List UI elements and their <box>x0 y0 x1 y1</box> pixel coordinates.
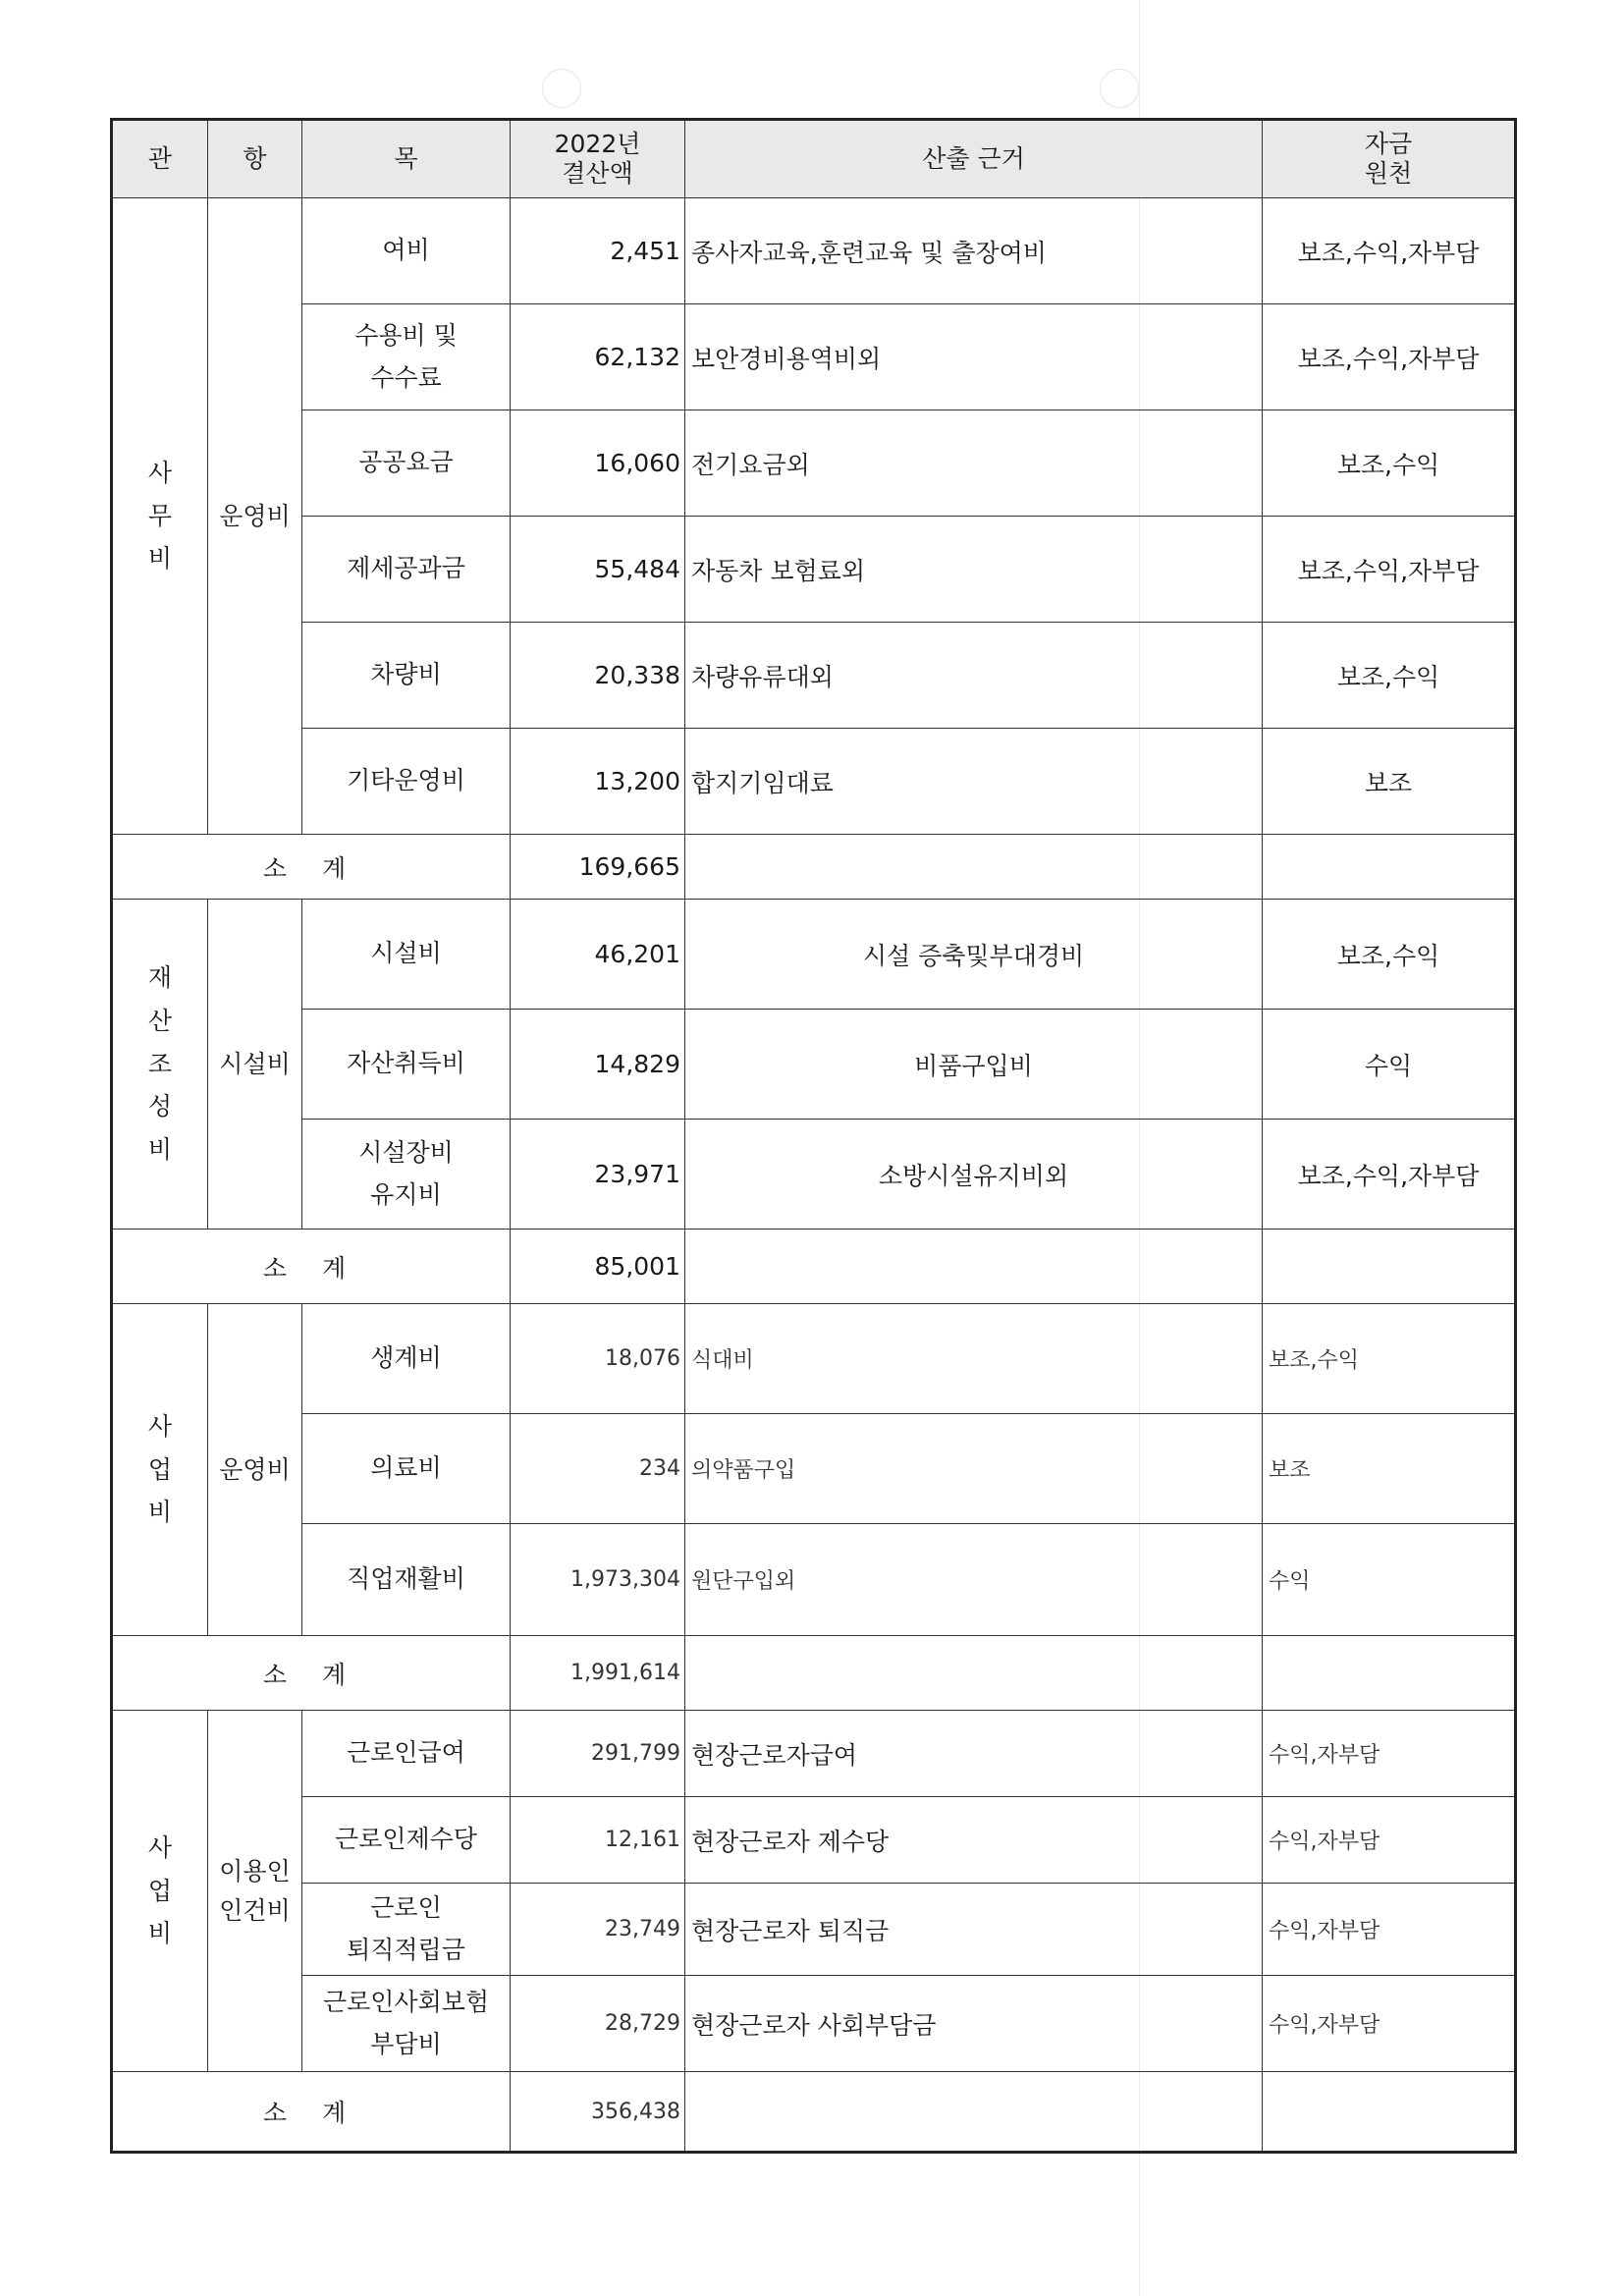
table-row <box>112 304 1516 410</box>
mok-line: 직업재활비 <box>347 1564 465 1594</box>
binder-hole-right <box>1100 69 1139 108</box>
basis-cell: 차량유류대외 <box>685 623 1263 729</box>
basis-cell: 합지기임대료 <box>685 729 1263 835</box>
mok-line: 유지비 <box>370 1179 442 1209</box>
basis-cell: 종사자교육,훈련교육 및 출장여비 <box>685 198 1263 304</box>
subtotal-basis-empty <box>685 2072 1263 2153</box>
table-row <box>112 1524 1516 1636</box>
header-fund-line1: 자금 <box>1364 130 1413 158</box>
mok-cell <box>302 517 511 623</box>
hang-cell: 이용인 인건비 <box>208 1711 302 2072</box>
subtotal-basis-empty <box>685 1636 1263 1711</box>
amount-cell: 14,829 <box>511 1010 685 1120</box>
subtotal-amount: 356,438 <box>511 2072 685 2153</box>
gwan-cell <box>112 1711 208 2072</box>
fund-source-cell: 보조,수익 <box>1263 623 1516 729</box>
fund-source-cell: 수익 <box>1263 1010 1516 1120</box>
gwan-char: 조 <box>147 1049 173 1078</box>
budget-settlement-table <box>110 118 1517 2154</box>
table-row <box>112 517 1516 623</box>
basis-cell: 의약품구입 <box>685 1414 1263 1524</box>
fund-source-cell: 수익,자부담 <box>1263 1976 1516 2072</box>
fund-source-cell: 보조,수익,자부담 <box>1263 304 1516 410</box>
table-row <box>112 1120 1516 1230</box>
hang-cell: 운영비 <box>208 1304 302 1636</box>
mok-cell <box>302 410 511 517</box>
mok-line: 근로인사회보험 <box>322 1988 490 2016</box>
subtotal-row <box>112 1636 1516 1711</box>
table-row <box>112 623 1516 729</box>
gwan-char: 재 <box>147 963 173 993</box>
mok-cell <box>302 1524 511 1636</box>
table-row <box>112 410 1516 517</box>
amount-cell: 28,729 <box>511 1976 685 2072</box>
subtotal-row <box>112 2072 1516 2153</box>
gwan-char: 산 <box>147 1006 173 1035</box>
subtotal-basis-empty <box>685 1230 1263 1304</box>
subtotal-label: 소 계 <box>112 1636 511 1711</box>
mok-cell <box>302 1797 511 1884</box>
subtotal-label: 소 계 <box>112 2072 511 2153</box>
fund-source-cell: 보조,수익 <box>1263 410 1516 517</box>
fund-source-cell: 수익 <box>1263 1524 1516 1636</box>
subtotal-fund-empty <box>1263 835 1516 900</box>
table-row <box>112 1304 1516 1414</box>
gwan-char: 사 <box>147 458 173 487</box>
mok-cell <box>302 623 511 729</box>
gwan-char: 업 <box>147 1454 173 1484</box>
subtotal-fund-empty <box>1263 1230 1516 1304</box>
amount-cell: 46,201 <box>511 900 685 1010</box>
basis-cell: 전기요금외 <box>685 410 1263 517</box>
amount-cell: 16,060 <box>511 410 685 517</box>
header-amount-line1: 2022년 <box>554 130 641 158</box>
mok-line: 생계비 <box>370 1343 442 1373</box>
basis-cell: 현장근로자 제수당 <box>685 1797 1263 1884</box>
gwan-cell <box>112 198 208 835</box>
basis-cell: 원단구입외 <box>685 1524 1263 1636</box>
basis-cell: 현장근로자 퇴직금 <box>685 1884 1263 1976</box>
basis-cell: 소방시설유지비외 <box>685 1120 1263 1230</box>
mok-line: 퇴직적립금 <box>347 1935 465 1964</box>
basis-cell: 현장근로자 사회부담금 <box>685 1976 1263 2072</box>
gwan-char: 무 <box>147 501 173 530</box>
binder-hole-left <box>542 69 581 108</box>
subtotal-fund-empty <box>1263 1636 1516 1711</box>
table-row <box>112 1797 1516 1884</box>
fund-source-cell: 보조 <box>1263 729 1516 835</box>
fund-source-cell: 보조,수익,자부담 <box>1263 1120 1516 1230</box>
subtotal-row <box>112 1230 1516 1304</box>
mok-cell <box>302 1414 511 1524</box>
mok-line: 여비 <box>382 236 430 265</box>
table-body <box>112 198 1516 2153</box>
mok-cell <box>302 304 511 410</box>
amount-cell: 13,200 <box>511 729 685 835</box>
mok-line: 자산취득비 <box>347 1049 465 1078</box>
table-row <box>112 900 1516 1010</box>
mok-line: 의료비 <box>370 1453 442 1483</box>
gwan-cell <box>112 900 208 1230</box>
mok-cell <box>302 729 511 835</box>
amount-cell: 20,338 <box>511 623 685 729</box>
basis-cell: 현장근로자급여 <box>685 1711 1263 1797</box>
gwan-char: 비 <box>147 1135 173 1165</box>
mok-cell <box>302 1304 511 1414</box>
table-row <box>112 1010 1516 1120</box>
mok-line: 공공요금 <box>358 448 454 477</box>
amount-cell: 23,971 <box>511 1120 685 1230</box>
basis-cell: 보안경비용역비외 <box>685 304 1263 410</box>
table-row <box>112 1711 1516 1797</box>
amount-cell: 18,076 <box>511 1304 685 1414</box>
basis-cell: 시설 증축및부대경비 <box>685 900 1263 1010</box>
table-row <box>112 1414 1516 1524</box>
gwan-char: 비 <box>147 1919 173 1948</box>
mok-cell <box>302 1711 511 1797</box>
header-fund-line2: 원천 <box>1364 159 1413 188</box>
header-mok: 목 <box>302 120 511 198</box>
fund-source-cell: 수익,자부담 <box>1263 1797 1516 1884</box>
gwan-char: 업 <box>147 1876 173 1905</box>
basis-cell: 비품구입비 <box>685 1010 1263 1120</box>
subtotal-label: 소 계 <box>112 1230 511 1304</box>
fund-source-cell: 보조,수익 <box>1263 1304 1516 1414</box>
subtotal-label: 소 계 <box>112 835 511 900</box>
header-gwan: 관 <box>112 120 208 198</box>
amount-cell: 234 <box>511 1414 685 1524</box>
amount-cell: 1,973,304 <box>511 1524 685 1636</box>
amount-cell: 23,749 <box>511 1884 685 1976</box>
mok-cell <box>302 1976 511 2072</box>
fund-source-cell: 보조,수익 <box>1263 900 1516 1010</box>
mok-cell <box>302 1120 511 1230</box>
fund-source-cell: 보조 <box>1263 1414 1516 1524</box>
gwan-char: 성 <box>147 1092 173 1121</box>
subtotal-amount: 85,001 <box>511 1230 685 1304</box>
mok-line: 차량비 <box>370 660 442 689</box>
header-amount <box>511 120 685 198</box>
mok-cell <box>302 198 511 304</box>
hang-cell: 운영비 <box>208 198 302 835</box>
mok-line: 수용비 및 <box>354 321 458 350</box>
subtotal-basis-empty <box>685 835 1263 900</box>
hang-cell: 시설비 <box>208 900 302 1230</box>
fund-source-cell: 수익,자부담 <box>1263 1711 1516 1797</box>
mok-line: 제세공과금 <box>347 554 465 583</box>
gwan-char: 비 <box>147 1498 173 1527</box>
mok-cell <box>302 1884 511 1976</box>
mok-line: 부담비 <box>370 2029 442 2058</box>
table-row <box>112 729 1516 835</box>
mok-line: 근로인급여 <box>347 1738 465 1768</box>
header-row <box>112 120 1516 198</box>
fund-source-cell: 보조,수익,자부담 <box>1263 198 1516 304</box>
basis-cell: 자동차 보험료외 <box>685 517 1263 623</box>
gwan-char: 사 <box>147 1832 173 1862</box>
mok-cell <box>302 900 511 1010</box>
mok-line: 시설장비 <box>358 1138 454 1167</box>
mok-line: 근로인제수당 <box>335 1825 477 1854</box>
mok-line: 수수료 <box>370 362 442 392</box>
amount-cell: 2,451 <box>511 198 685 304</box>
table-row <box>112 1976 1516 2072</box>
gwan-char: 사 <box>147 1411 173 1441</box>
amount-cell: 12,161 <box>511 1797 685 1884</box>
gwan-cell <box>112 1304 208 1636</box>
header-fund-source <box>1263 120 1516 198</box>
amount-cell: 62,132 <box>511 304 685 410</box>
header-hang: 항 <box>208 120 302 198</box>
subtotal-row <box>112 835 1516 900</box>
amount-cell: 291,799 <box>511 1711 685 1797</box>
gwan-char: 비 <box>147 544 173 574</box>
amount-cell: 55,484 <box>511 517 685 623</box>
header-amount-line2: 결산액 <box>562 159 633 188</box>
table-row <box>112 198 1516 304</box>
mok-line: 기타운영비 <box>347 766 465 795</box>
subtotal-amount: 169,665 <box>511 835 685 900</box>
table-row <box>112 1884 1516 1976</box>
subtotal-fund-empty <box>1263 2072 1516 2153</box>
mok-cell <box>302 1010 511 1120</box>
header-basis: 산출 근거 <box>685 120 1263 198</box>
fund-source-cell: 보조,수익,자부담 <box>1263 517 1516 623</box>
subtotal-amount: 1,991,614 <box>511 1636 685 1711</box>
fund-source-cell: 수익,자부담 <box>1263 1884 1516 1976</box>
mok-line: 시설비 <box>370 939 442 968</box>
basis-cell: 식대비 <box>685 1304 1263 1414</box>
mok-line: 근로인 <box>370 1893 442 1922</box>
